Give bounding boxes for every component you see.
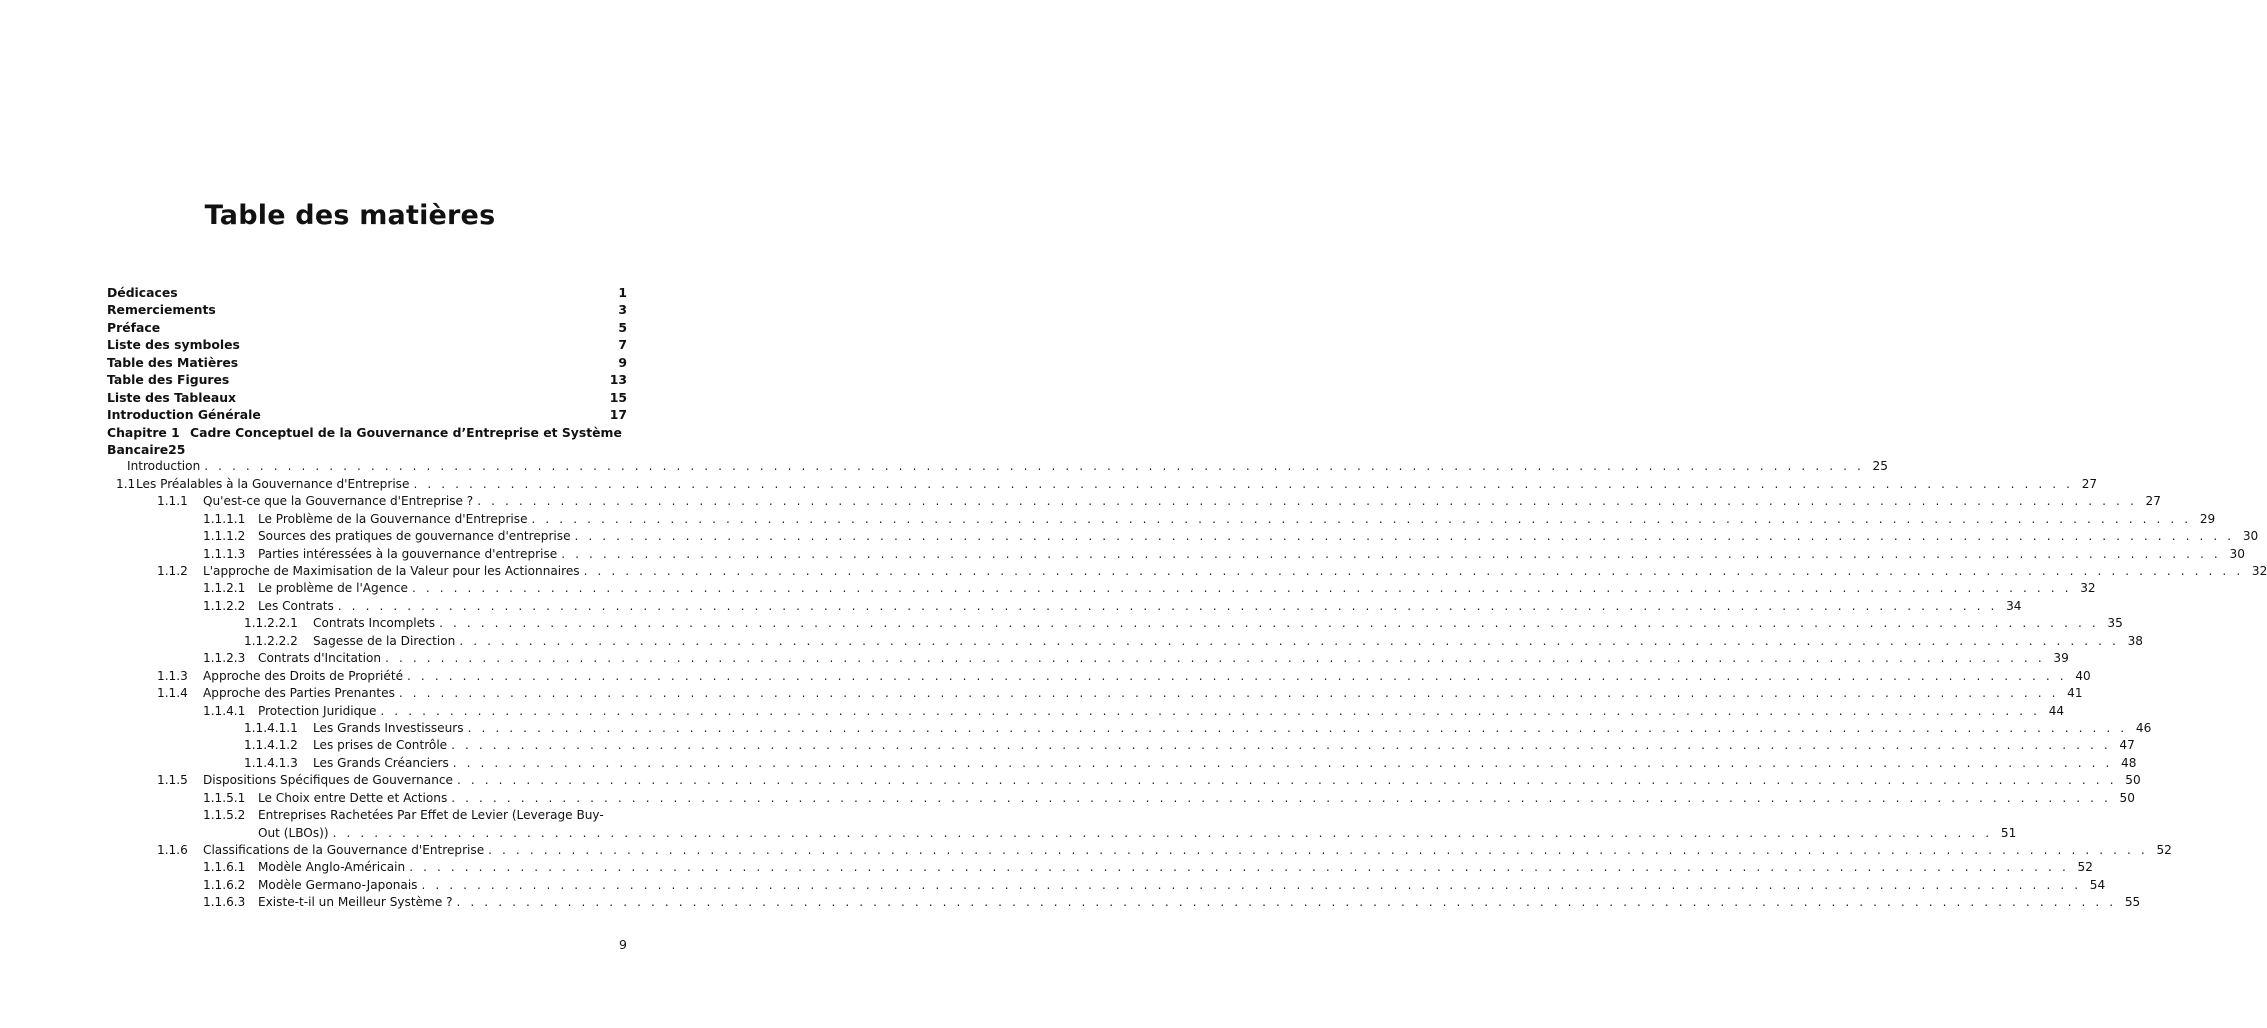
toc-page: 32 <box>2080 581 2096 596</box>
toc-page: 32 <box>2251 564 2267 578</box>
toc-entry <box>107 476 2098 494</box>
toc-label: Entreprises Rachetées Par Effet de Levier (Leverage Buy- <box>258 808 604 823</box>
toc-entry <box>107 633 2143 651</box>
toc-page: 1 <box>618 285 627 300</box>
toc-page: 51 <box>2000 825 2017 840</box>
toc-front-item <box>107 372 627 389</box>
toc-page: 47 <box>2119 738 2135 753</box>
toc-entry <box>107 808 627 825</box>
front-matter-list <box>107 285 627 425</box>
toc-entry <box>107 651 2069 668</box>
toc-entry <box>107 720 2152 738</box>
toc-page: 5 <box>618 319 627 335</box>
leader-dots: . . . . . . . . . . . . . . . . . . . . . . . . . . . . . . . . . . . . . . . . . . . . . . . . . . . . . . . . . . . . . . . . . . . . . . . . . . . . . . . . . . . . . . . . . . . . . . . . . . . . . . . . . . . . . . . . . . . . . . . . <box>413 476 2074 491</box>
toc-number: 1.1.4.1.3 <box>244 755 298 770</box>
toc-label: Contrats d'Incitation <box>258 651 382 666</box>
toc-label: Table des Matières <box>107 354 239 370</box>
toc-page: 52 <box>2077 860 2093 875</box>
toc-entry <box>107 564 2267 581</box>
toc-page: 17 <box>609 407 627 423</box>
toc-label: Le problème de l'Agence <box>258 581 408 596</box>
toc-front-item <box>107 285 627 302</box>
toc-page: 9 <box>618 354 627 370</box>
toc-entry <box>107 494 2161 511</box>
toc-number: 1.1.5 <box>157 773 188 788</box>
leader-dots: . . . . . . . . . . . . . . . . . . . . . . . . . . . . . . . . . . . . . . . . . . . . . . . . . . . . . . . . . . . . . . . . . . . . . . . . . . . . . . . . . . . . . . . . . . . . . . . . . . . . . . . . . . . . . . . . . . . . . . . . <box>439 616 2099 631</box>
toc-number: 1.1.4.1.2 <box>244 738 298 753</box>
toc-label: Liste des symboles <box>107 337 240 353</box>
toc-number: 1.1.1.3 <box>203 546 246 561</box>
toc-page: 55 <box>2124 895 2141 910</box>
toc-page: 46 <box>2135 720 2152 735</box>
toc-number: 1.1.6 <box>157 843 188 857</box>
toc-number: 1.1.2.1 <box>203 581 246 596</box>
toc-page: 44 <box>2048 703 2065 718</box>
toc-front-item <box>107 320 627 337</box>
toc-entry <box>107 668 2091 686</box>
toc-front-item <box>107 355 627 372</box>
toc-label: Parties intéressées à la gouvernance d'entreprise <box>258 546 558 561</box>
toc-entry <box>107 546 2245 564</box>
toc-label: Approche des Parties Prenantes <box>203 686 395 701</box>
toc-label: Protection Juridique <box>258 703 377 718</box>
toc-label: Classifications de la Gouvernance d'Entreprise <box>203 843 485 857</box>
toc-page: 30 <box>2242 529 2259 544</box>
toc-number: 1.1.2.2.1 <box>244 616 298 631</box>
leader-dots: . . . . . . . . . . . . . . . . . . . . . . . . . . . . . . . . . . . . . . . . . . . . . . . . . . . . . . . . . . . . . . . . . . . . . . . . . . . . . . . . . . . . . . . . . . . . . . . . . . . . . . . . . . . . . . . . . . . . . . . . <box>204 459 1864 474</box>
chapter-heading <box>107 425 627 460</box>
leader-dots: . . . . . . . . . . . . . . . . . . . . . . . . . . . . . . . . . . . . . . . . . . . . . . . . . . . . . . . . . . . . . . . . . . . . . . . . . . . . . . . . . . . . . . . . . . . . . . . . . . . . . . . . . . . . . . . . . . . . . . . . <box>467 720 2128 735</box>
toc-page: 29 <box>2199 511 2216 526</box>
toc-page: 38 <box>2127 633 2143 648</box>
toc-front-item <box>107 302 627 319</box>
toc-label: Out (LBOs)) <box>258 825 329 840</box>
toc-entry <box>107 843 2172 860</box>
toc-page: 15 <box>609 389 627 405</box>
toc-entry <box>107 738 2135 755</box>
chapter-title-line1: Cadre Conceptuel de la Gouvernance d’Entreprise et Système <box>190 424 622 440</box>
toc-front-item <box>107 407 627 424</box>
toc-entry <box>107 790 2135 808</box>
toc-label: Sagesse de la Direction <box>313 633 456 648</box>
toc-page: 40 <box>2075 668 2091 683</box>
toc-label: Les prises de Contrôle <box>313 738 448 753</box>
leader-dots: . . . . . . . . . . . . . . . . . . . . . . . . . . . . . . . . . . . . . . . . . . . . . . . . . . . . . . . . . . . . . . . . . . . . . . . . . . . . . . . . . . . . . . . . . . . . . . . . . . . . . . . . . . . . . . . . . . . . . . . . <box>332 825 1993 840</box>
toc-page: 25 <box>1872 459 1888 474</box>
leader-dots: . . . . . . . . . . . . . . . . . . . . . . . . . . . . . . . . . . . . . . . . . . . . . . . . . . . . . . . . . . . . . . . . . . . . . . . . . . . . . . . . . . . . . . . . . . . . . . . . . . . . . . . . . . . . . . . . . . . . . . . . <box>583 564 2244 578</box>
leader-dots: . . . . . . . . . . . . . . . . . . . . . . . . . . . . . . . . . . . . . . . . . . . . . . . . . . . . . . . . . . . . . . . . . . . . . . . . . . . . . . . . . . . . . . . . . . . . . . . . . . . . . . . . . . . . . . . . . . . . . . . . <box>451 790 2111 805</box>
toc-label: Le Problème de la Gouvernance d'Entreprise <box>258 511 528 526</box>
toc-page: 27 <box>2145 494 2161 509</box>
toc-number: 1.1.1.2 <box>203 529 246 544</box>
toc-page: 50 <box>2119 790 2135 805</box>
toc-number: 1.1.2.3 <box>203 651 246 666</box>
toc-page: 39 <box>2053 651 2069 666</box>
chapter-title-line2: Bancaire <box>107 441 169 457</box>
leader-dots: . . . . . . . . . . . . . . . . . . . . . . . . . . . . . . . . . . . . . . . . . . . . . . . . . . . . . . . . . . . . . . . . . . . . . . . . . . . . . . . . . . . . . . . . . . . . . . . . . . . . . . . . . . . . . . . . . . . . . . . . <box>477 494 2137 509</box>
toc-entry <box>107 703 2065 721</box>
leader-dots: . . . . . . . . . . . . . . . . . . . . . . . . . . . . . . . . . . . . . . . . . . . . . . . . . . . . . . . . . . . . . . . . . . . . . . . . . . . . . . . . . . . . . . . . . . . . . . . . . . . . . . . . . . . . . . . . . . . . . . . . <box>574 529 2235 544</box>
toc-number: 1.1.3 <box>157 668 188 683</box>
entries-list <box>107 459 2267 912</box>
toc-label: Modèle Germano-Japonais <box>258 877 418 892</box>
toc-label: Modèle Anglo-Américain <box>258 860 406 875</box>
toc-front-item <box>107 390 627 407</box>
toc-label: Liste des Tableaux <box>107 389 237 405</box>
table-of-contents <box>107 285 2267 913</box>
toc-number: 1.1.5.2 <box>203 808 246 823</box>
toc-label: Les Grands Créanciers <box>313 755 449 770</box>
toc-label: Existe-t-il un Meilleur Système ? <box>258 895 453 910</box>
toc-entry <box>107 755 2137 773</box>
toc-page: 41 <box>2067 686 2083 701</box>
toc-label: Les Contrats <box>258 598 334 613</box>
chapter-page: 25 <box>168 441 186 457</box>
toc-entry <box>107 598 2022 616</box>
toc-page: 7 <box>618 337 627 353</box>
leader-dots: . . . . . . . . . . . . . . . . . . . . . . . . . . . . . . . . . . . . . . . . . . . . . . . . . . . . . . . . . . . . . . . . . . . . . . . . . . . . . . . . . . . . . . . . . . . . . . . . . . . . . . . . . . . . . . . . . . . . . . . . <box>531 511 2192 526</box>
page-title: Table des matières <box>204 200 496 231</box>
toc-number: 1.1.5.1 <box>203 790 246 805</box>
toc-label: Préface <box>107 319 161 335</box>
toc-label: Les Grands Investisseurs <box>313 720 464 735</box>
toc-entry-continuation <box>107 825 2017 843</box>
leader-dots: . . . . . . . . . . . . . . . . . . . . . . . . . . . . . . . . . . . . . . . . . . . . . . . . . . . . . . . . . . . . . . . . . . . . . . . . . . . . . . . . . . . . . . . . . . . . . . . . . . . . . . . . . . . . . . . . . . . . . . . . <box>451 738 2111 753</box>
toc-number: 1.1.6.1 <box>203 860 246 875</box>
leader-dots: . . . . . . . . . . . . . . . . . . . . . . . . . . . . . . . . . . . . . . . . . . . . . . . . . . . . . . . . . . . . . . . . . . . . . . . . . . . . . . . . . . . . . . . . . . . . . . . . . . . . . . . . . . . . . . . . . . . . . . . . <box>411 581 2072 596</box>
toc-number: 1.1.2 <box>157 564 188 578</box>
toc-number: 1.1 <box>116 476 136 491</box>
toc-number: 1.1.1.1 <box>203 511 246 526</box>
toc-page: 48 <box>2121 755 2137 770</box>
toc-page: 34 <box>2006 598 2022 613</box>
toc-page: 52 <box>2156 843 2172 857</box>
toc-number: 1.1.4 <box>157 686 188 701</box>
leader-dots: . . . . . . . . . . . . . . . . . . . . . . . . . . . . . . . . . . . . . . . . . . . . . . . . . . . . . . . . . . . . . . . . . . . . . . . . . . . . . . . . . . . . . . . . . . . . . . . . . . . . . . . . . . . . . . . . . . . . . . . . <box>385 651 2045 666</box>
leader-dots: . . . . . . . . . . . . . . . . . . . . . . . . . . . . . . . . . . . . . . . . . . . . . . . . . . . . . . . . . . . . . . . . . . . . . . . . . . . . . . . . . . . . . . . . . . . . . . . . . . . . . . . . . . . . . . . . . . . . . . . . <box>421 877 2082 892</box>
leader-dots: . . . . . . . . . . . . . . . . . . . . . . . . . . . . . . . . . . . . . . . . . . . . . . . . . . . . . . . . . . . . . . . . . . . . . . . . . . . . . . . . . . . . . . . . . . . . . . . . . . . . . . . . . . . . . . . . . . . . . . . . <box>407 668 2067 683</box>
leader-dots: . . . . . . . . . . . . . . . . . . . . . . . . . . . . . . . . . . . . . . . . . . . . . . . . . . . . . . . . . . . . . . . . . . . . . . . . . . . . . . . . . . . . . . . . . . . . . . . . . . . . . . . . . . . . . . . . . . . . . . . . <box>398 686 2059 701</box>
leader-dots: . . . . . . . . . . . . . . . . . . . . . . . . . . . . . . . . . . . . . . . . . . . . . . . . . . . . . . . . . . . . . . . . . . . . . . . . . . . . . . . . . . . . . . . . . . . . . . . . . . . . . . . . . . . . . . . . . . . . . . . . <box>488 843 2148 857</box>
toc-entry <box>107 895 2141 912</box>
toc-number: 1.1.6.3 <box>203 895 246 910</box>
toc-page: 35 <box>2107 616 2123 631</box>
chapter-number: Chapitre 1 <box>107 424 180 440</box>
toc-entry <box>107 529 2259 546</box>
toc-number: 1.1.2.2 <box>203 598 246 613</box>
toc-label: Contrats Incomplets <box>313 616 436 631</box>
leader-dots: . . . . . . . . . . . . . . . . . . . . . . . . . . . . . . . . . . . . . . . . . . . . . . . . . . . . . . . . . . . . . . . . . . . . . . . . . . . . . . . . . . . . . . . . . . . . . . . . . . . . . . . . . . . . . . . . . . . . . . . . <box>337 598 1998 613</box>
page-number: 9 <box>619 937 627 952</box>
toc-front-item <box>107 337 627 354</box>
toc-label: Approche des Droits de Propriété <box>203 668 404 683</box>
toc-number: 1.1.1 <box>157 494 188 509</box>
toc-label: L'approche de Maximisation de la Valeur pour les Actionnaires <box>203 564 580 578</box>
leader-dots: . . . . . . . . . . . . . . . . . . . . . . . . . . . . . . . . . . . . . . . . . . . . . . . . . . . . . . . . . . . . . . . . . . . . . . . . . . . . . . . . . . . . . . . . . . . . . . . . . . . . . . . . . . . . . . . . . . . . . . . . <box>456 895 2117 910</box>
toc-label: Introduction <box>127 459 201 474</box>
toc-label: Introduction Générale <box>107 407 261 423</box>
toc-label: Dispositions Spécifiques de Gouvernance <box>203 773 453 788</box>
toc-entry <box>107 877 2106 895</box>
toc-entry <box>107 459 1888 476</box>
leader-dots: . . . . . . . . . . . . . . . . . . . . . . . . . . . . . . . . . . . . . . . . . . . . . . . . . . . . . . . . . . . . . . . . . . . . . . . . . . . . . . . . . . . . . . . . . . . . . . . . . . . . . . . . . . . . . . . . . . . . . . . . <box>409 860 2069 875</box>
toc-label: Table des Figures <box>107 372 230 388</box>
toc-page: 50 <box>2125 773 2141 788</box>
toc-label: Qu'est-ce que la Gouvernance d'Entreprise ? <box>203 494 474 509</box>
toc-label: Les Préalables à la Gouvernance d'Entreprise <box>136 476 410 491</box>
toc-page: 13 <box>609 372 627 388</box>
leader-dots: . . . . . . . . . . . . . . . . . . . . . . . . . . . . . . . . . . . . . . . . . . . . . . . . . . . . . . . . . . . . . . . . . . . . . . . . . . . . . . . . . . . . . . . . . . . . . . . . . . . . . . . . . . . . . . . . . . . . . . . . <box>561 546 2221 561</box>
toc-page: 54 <box>2089 877 2106 892</box>
toc-page: 30 <box>2229 546 2245 561</box>
leader-dots: . . . . . . . . . . . . . . . . . . . . . . . . . . . . . . . . . . . . . . . . . . . . . . . . . . . . . . . . . . . . . . . . . . . . . . . . . . . . . . . . . . . . . . . . . . . . . . . . . . . . . . . . . . . . . . . . . . . . . . . . <box>452 755 2113 770</box>
toc-entry <box>107 581 2096 598</box>
toc-label: Dédicaces <box>107 285 178 300</box>
toc-page: 27 <box>2081 476 2098 491</box>
toc-entry <box>107 511 2216 529</box>
toc-entry <box>107 860 2093 877</box>
toc-entry <box>107 773 2141 790</box>
toc-number: 1.1.4.1.1 <box>244 720 298 735</box>
leader-dots: . . . . . . . . . . . . . . . . . . . . . . . . . . . . . . . . . . . . . . . . . . . . . . . . . . . . . . . . . . . . . . . . . . . . . . . . . . . . . . . . . . . . . . . . . . . . . . . . . . . . . . . . . . . . . . . . . . . . . . . . <box>459 633 2119 648</box>
leader-dots: . . . . . . . . . . . . . . . . . . . . . . . . . . . . . . . . . . . . . . . . . . . . . . . . . . . . . . . . . . . . . . . . . . . . . . . . . . . . . . . . . . . . . . . . . . . . . . . . . . . . . . . . . . . . . . . . . . . . . . . . <box>456 773 2117 788</box>
toc-entry <box>107 686 2083 703</box>
toc-label: Remerciements <box>107 302 216 318</box>
toc-label: Sources des pratiques de gouvernance d'entreprise <box>258 529 571 544</box>
toc-label: Le Choix entre Dette et Actions <box>258 790 448 805</box>
toc-entry <box>107 616 2123 633</box>
leader-dots: . . . . . . . . . . . . . . . . . . . . . . . . . . . . . . . . . . . . . . . . . . . . . . . . . . . . . . . . . . . . . . . . . . . . . . . . . . . . . . . . . . . . . . . . . . . . . . . . . . . . . . . . . . . . . . . . . . . . . . . . <box>380 703 2041 718</box>
toc-number: 1.1.2.2.2 <box>244 633 298 648</box>
toc-number: 1.1.4.1 <box>203 703 246 718</box>
toc-number: 1.1.6.2 <box>203 877 246 892</box>
toc-page: 3 <box>618 302 627 318</box>
